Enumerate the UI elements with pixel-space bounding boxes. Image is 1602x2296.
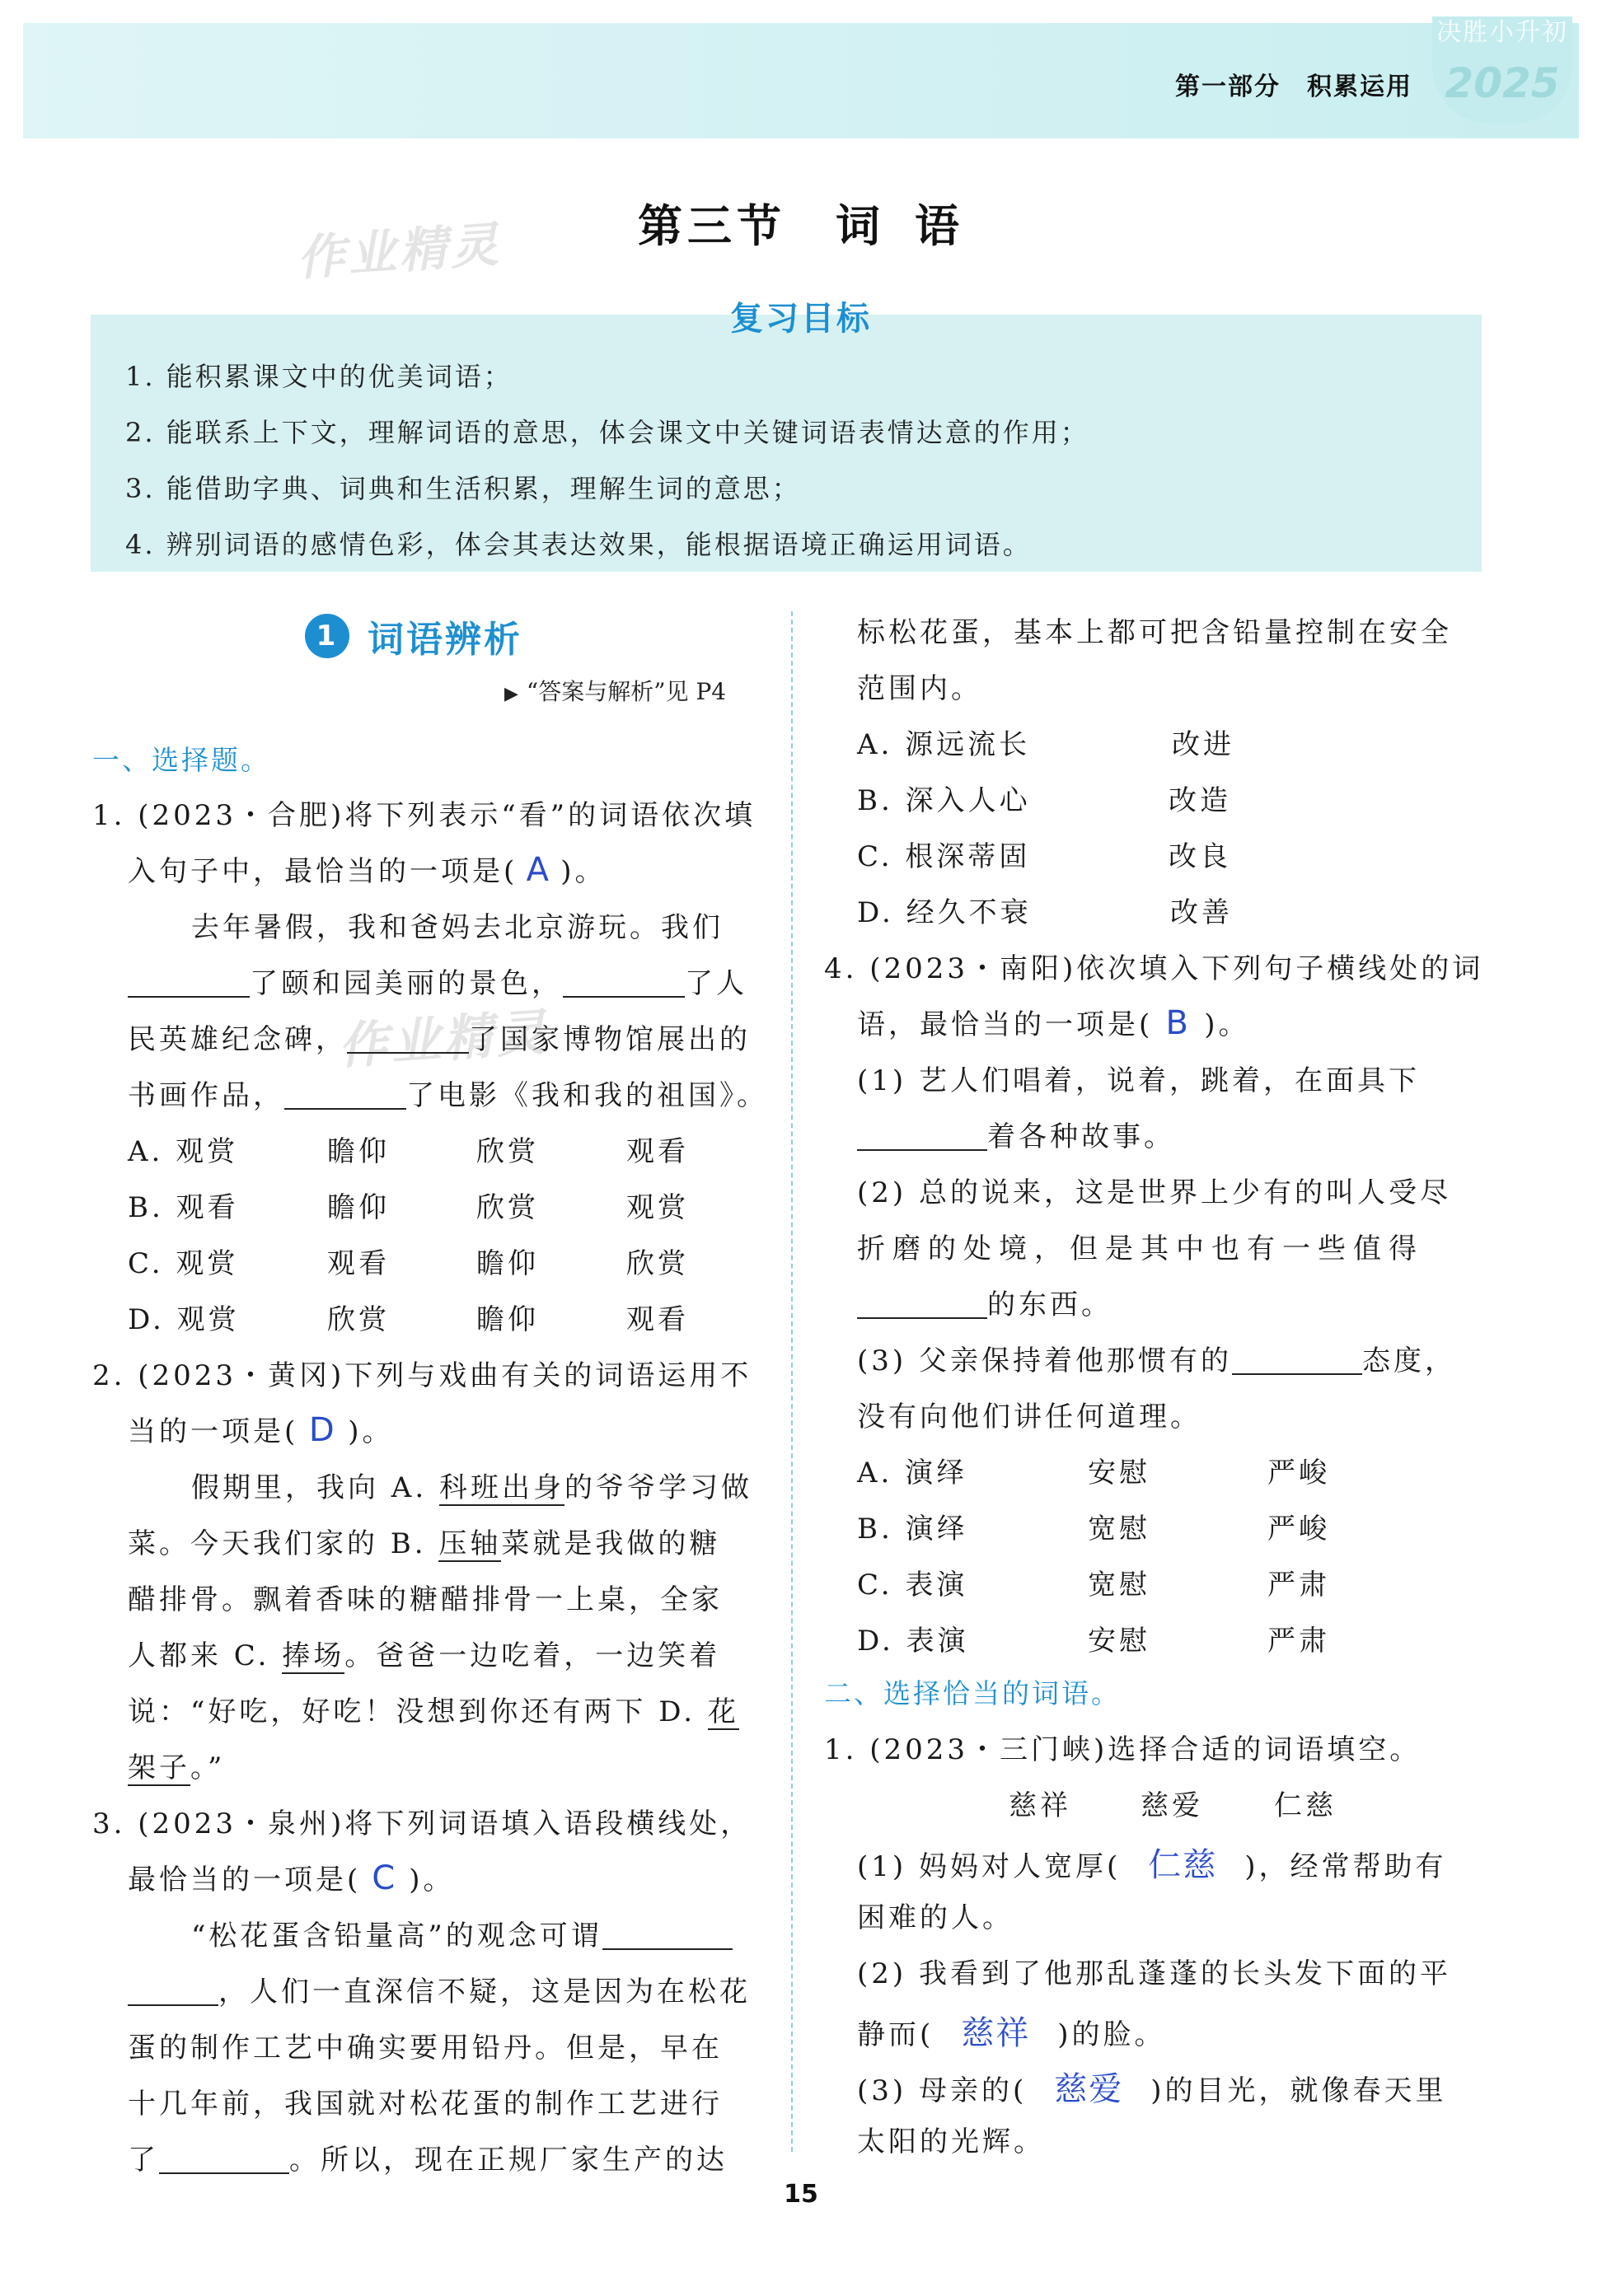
option-text: 瞻仰 [327, 1135, 390, 1168]
word-choice: 慈祥 [1009, 1789, 1071, 1822]
watermark-logo: 作业精灵 [295, 216, 504, 287]
edition-badge [1432, 16, 1572, 124]
option-text: 瞻仰 [327, 1191, 390, 1224]
option-text: C. 根深蒂固 [857, 840, 1031, 873]
sentence-line: (2) 我看到了他那乱蓬蓬的长头发下面的平 [857, 1957, 1451, 1990]
answer-blank [284, 1080, 406, 1110]
category-heading: 一、选择题。 [92, 744, 270, 776]
sentence-line: (1) 艺人们唱着，说着，跳着，在面具下 [857, 1064, 1420, 1097]
passage-line: 标松花蛋，基本上都可把含铅量控制在安全 [857, 616, 1452, 649]
option-text: 宽慰 [1088, 1569, 1150, 1602]
underlined-term: 科班出身 [438, 1471, 564, 1504]
answer-mark: D [308, 1411, 338, 1449]
question-3-line: 最恰当的一项是( C )。 [128, 1859, 455, 1897]
option-text: D. 表演 [857, 1625, 969, 1658]
goal-item: 1. 能积累课文中的优美词语； [125, 361, 513, 392]
passage-line: 蛋的制作工艺中确实要用铅丹。但是，早在 [128, 2032, 723, 2065]
answer-blank [857, 1121, 987, 1151]
section-word-2: 语 [915, 200, 964, 252]
sentence-line: 的东西。 [857, 1282, 1112, 1322]
sentence-line: 困难的人。 [857, 1901, 1014, 1934]
sentence-line: (3) 父亲保持着他那惯有的 态度， [857, 1344, 1456, 1377]
sentence-line: 没有向他们讲任何道理。 [857, 1401, 1202, 1433]
sentence-line: (3) 母亲的( 慈爱 )的目光，就像春天里 [857, 2063, 1447, 2110]
question-5-line: 1. (2023・三门峡)选择合适的词语填空。 [824, 1733, 1422, 1766]
option-text: C. 观赏 [128, 1247, 239, 1280]
passage-line: 架子。” [128, 1751, 226, 1784]
option-text: A. 演绎 [857, 1457, 968, 1489]
option-text: 欣赏 [476, 1135, 539, 1168]
option-text: D. 观赏 [128, 1303, 240, 1336]
option-text: B. 演绎 [857, 1513, 968, 1545]
option-text: 观看 [626, 1135, 689, 1168]
answer-blank [128, 1976, 218, 2006]
option-text: 观赏 [626, 1191, 689, 1224]
option-text: 严肃 [1267, 1569, 1330, 1602]
question-4-line: 4. (2023・南阳)依次填入下列句子横线处的词 [824, 952, 1484, 985]
question-2-line: 2. (2023・黄冈)下列与戏曲有关的词语运用不 [92, 1359, 752, 1392]
sentence-line: 着各种故事。 [857, 1114, 1175, 1154]
page-number: 15 [784, 2180, 818, 2209]
column-divider [791, 611, 793, 2152]
sentence-line: 折磨的处境，但是其中也有一些值得 [857, 1232, 1424, 1265]
answer-mark: A [526, 851, 552, 889]
part-label: 第一部分 积累运用 [1175, 72, 1412, 101]
passage-line: ，人们一直深信不疑，这是因为在松花 [128, 1969, 751, 2009]
goals-title: 复习目标 [730, 300, 872, 338]
underlined-term: 花 [707, 1695, 739, 1728]
answer-blank [602, 1920, 733, 1950]
answer-blank [1232, 1345, 1362, 1375]
sentence-line: 静而( 慈祥 )的脸。 [857, 2007, 1166, 2054]
option-text: A. 观赏 [128, 1135, 239, 1168]
passage-line: 人都来 C. 捧场。爸爸一边吃着，一边笑着 [128, 1639, 721, 1672]
goal-item: 4. 辨别词语的感情色彩，体会其表达效果，能根据语境正确运用词语。 [125, 529, 1032, 560]
option-text: C. 表演 [857, 1569, 968, 1602]
answer-blank [159, 2144, 289, 2174]
triangle-icon: ▶ [504, 684, 518, 704]
answer-blank [563, 968, 685, 998]
badge-year: 2025 [1445, 59, 1560, 107]
answer-blank [347, 1024, 469, 1054]
option-text: 安慰 [1088, 1457, 1150, 1489]
part-number-circle: 1 [305, 614, 349, 658]
option-text: 观看 [626, 1303, 689, 1336]
question-1-line: 入句子中，最恰当的一项是( A )。 [128, 851, 607, 889]
answer-blank [128, 968, 250, 998]
category-heading: 二、选择恰当的词语。 [824, 1677, 1121, 1709]
option-text: 严肃 [1267, 1625, 1330, 1658]
passage-line: 菜。今天我们家的 B. 压轴菜就是我做的糖 [128, 1527, 721, 1560]
option-text: 瞻仰 [476, 1247, 539, 1280]
option-text: 欣赏 [476, 1191, 539, 1224]
underlined-term: 捧场 [282, 1639, 345, 1672]
answer-mark: C [372, 1859, 399, 1897]
watermark-logo: 作业精灵 [336, 1003, 551, 1076]
passage-line: 去年暑假，我和爸妈去北京游玩。我们 [191, 911, 724, 944]
underlined-term: 架子 [128, 1751, 190, 1784]
option-text: 改良 [1169, 840, 1231, 873]
option-text: 安慰 [1088, 1625, 1150, 1658]
word-choice: 慈爱 [1141, 1789, 1203, 1822]
badge-series: 决胜小升初 [1436, 18, 1568, 47]
option-text: 瞻仰 [476, 1303, 539, 1336]
goal-item: 2. 能联系上下文，理解词语的意思，体会课文中关键词语表情达意的作用； [125, 417, 1089, 448]
answer-mark: 仁慈 [1148, 1846, 1218, 1884]
passage-line: “松花蛋含铅量高”的观念可谓 [191, 1913, 733, 1953]
answer-mark: 慈爱 [1054, 2070, 1124, 2108]
answer-mark: 慈祥 [961, 2014, 1031, 2052]
option-text: 宽慰 [1088, 1513, 1150, 1545]
option-text: B. 深入人心 [857, 784, 1031, 817]
sentence-line: (2) 总的说来，这是世界上少有的叫人受尽 [857, 1176, 1451, 1209]
option-text: 严峻 [1267, 1513, 1330, 1545]
question-3-line: 3. (2023・泉州)将下列词语填入语段横线处， [92, 1807, 752, 1840]
option-text: 严峻 [1267, 1457, 1330, 1489]
option-text: 欣赏 [327, 1303, 390, 1336]
answer-blank [857, 1289, 987, 1319]
section-word-1: 词 [836, 200, 885, 252]
passage-line: 了 。所以，现在正规厂家生产的达 [128, 2144, 728, 2177]
passage-line: 民英雄纪念碑， 了国家博物馆展出的 [128, 1023, 751, 1056]
passage-line: 了颐和园美丽的景色， 了人 [128, 961, 747, 1001]
question-2-line: 当的一项是( D )。 [128, 1411, 394, 1449]
option-text: 观看 [327, 1247, 390, 1280]
option-text: A. 源远流长 [857, 728, 1031, 761]
passage-line: 醋排骨。飘着香味的糖醋排骨一上桌，全家 [128, 1583, 723, 1616]
option-text: D. 经久不衰 [857, 896, 1032, 929]
question-1-line: 1. (2023・合肥)将下列表示“看”的词语依次填 [92, 799, 756, 832]
question-4-line: 语，最恰当的一项是( B )。 [857, 1004, 1250, 1042]
section-title [0, 191, 1602, 255]
option-text: B. 观看 [128, 1191, 239, 1224]
section-number: 第三节 [638, 200, 786, 252]
underlined-term: 压轴 [438, 1527, 502, 1560]
passage-line: 书画作品， 了电影《我和我的祖国》。 [128, 1079, 768, 1112]
sentence-line: (1) 妈妈对人宽厚( 仁慈 )，经常帮助有 [857, 1839, 1447, 1886]
part-title: 词语辨析 [368, 619, 522, 661]
option-text: 欣赏 [626, 1247, 689, 1280]
option-text: 改善 [1170, 896, 1233, 929]
goal-item: 3. 能借助字典、词典和生活积累，理解生词的意思； [125, 473, 801, 504]
answer-reference: ▶ “答案与解析”见 P4 [504, 678, 727, 705]
passage-line: 范围内。 [857, 672, 982, 705]
passage-line: 假期里，我向 A. 科班出身的爷爷学习做 [191, 1471, 752, 1504]
option-text: 改造 [1169, 784, 1231, 817]
passage-line: 说：“好吃，好吃！没想到你还有两下 D. 花 [128, 1695, 739, 1728]
answer-mark: B [1165, 1004, 1192, 1042]
word-choice: 仁慈 [1274, 1789, 1337, 1822]
sentence-line: 太阳的光辉。 [857, 2125, 1045, 2158]
option-text: 改进 [1172, 728, 1234, 761]
passage-line: 十几年前，我国就对松花蛋的制作工艺进行 [128, 2088, 723, 2121]
part-heading [305, 610, 522, 662]
